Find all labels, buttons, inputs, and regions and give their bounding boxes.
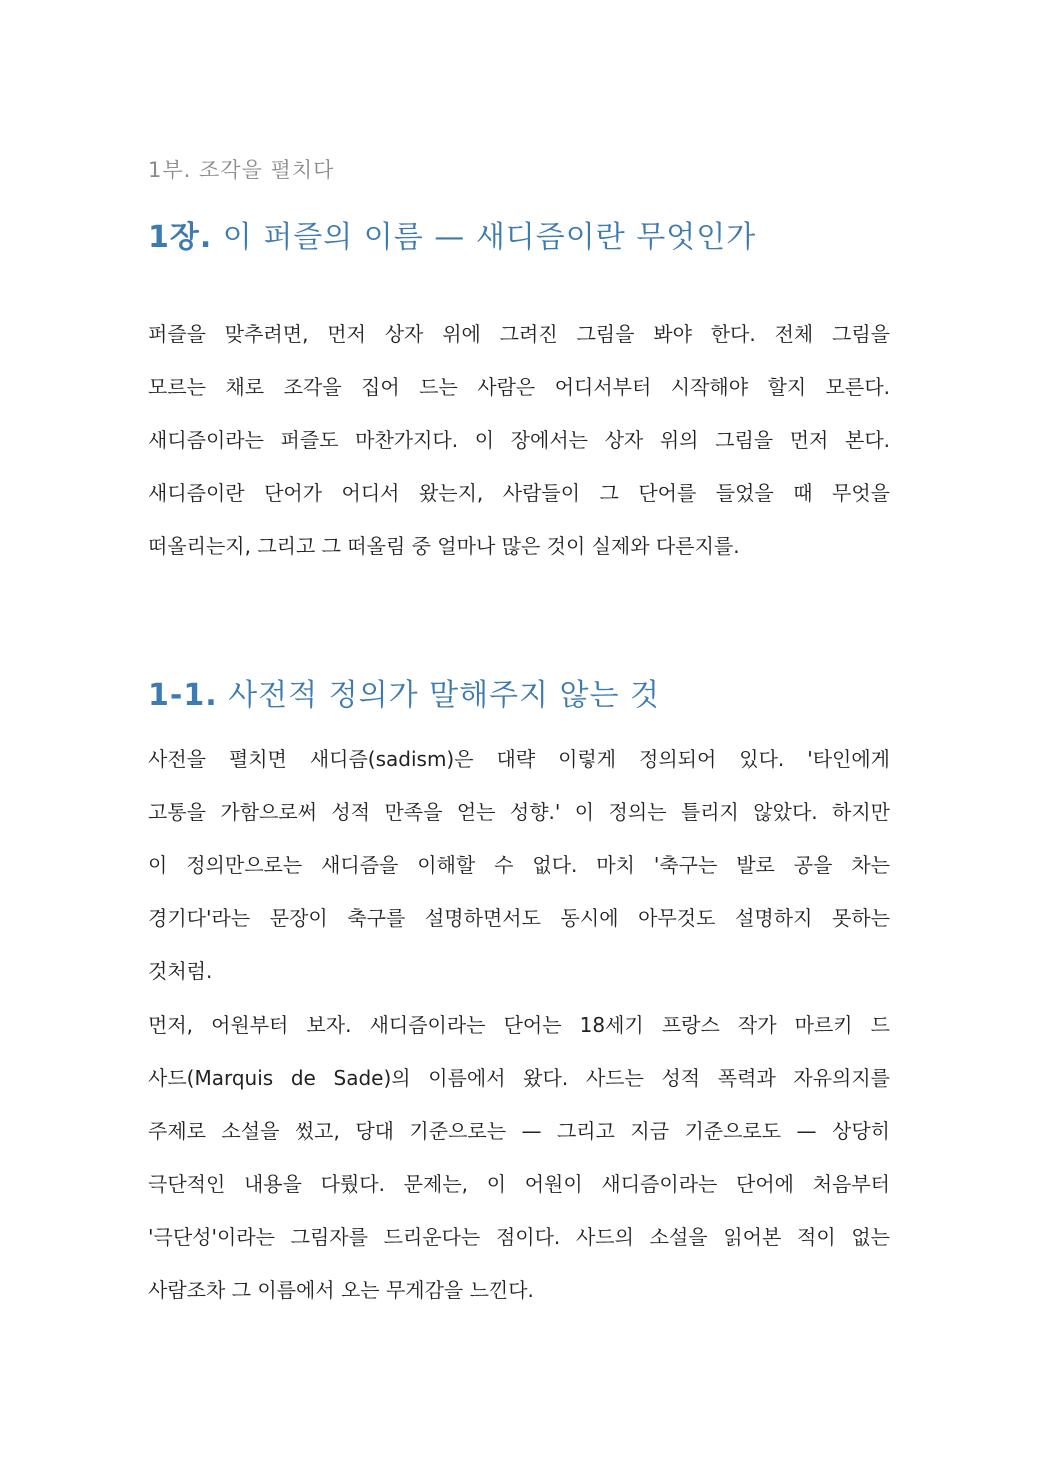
chapter-title: 이 퍼즐의 이름 — 새디즘이란 무엇인가: [212, 220, 757, 255]
chapter-heading: [148, 212, 756, 256]
paragraph-line: 떠올리는지, 그리고 그 떠올림 중 얼마나 많은 것이 실제와 다른지를.: [148, 534, 740, 558]
paragraph-line: 고통을 가함으로써 성적 만족을 얻는 성향.' 이 정의는 틀리지 않았다. 하지만: [148, 800, 890, 824]
paragraph-line: 모르는 채로 조각을 집어 드는 사람은 어디서부터 시작해야 할지 모른다.: [148, 375, 890, 399]
chapter-number: 1장.: [148, 220, 213, 255]
section-number: 1-1.: [148, 678, 218, 713]
paragraph-line: 사전을 펼치면 새디즘(sadism)은 대략 이렇게 정의되어 있다. '타인에게: [148, 747, 890, 771]
paragraph-line: 이 정의만으로는 새디즘을 이해할 수 없다. 마치 '축구는 발로 공을 차는: [148, 853, 890, 877]
paragraph-line: 극단적인 내용을 다뤘다. 문제는, 이 어원이 새디즘이라는 단어에 처음부터: [148, 1172, 890, 1196]
paragraph-line: 주제로 소설을 썼고, 당대 기준으로는 — 그리고 지금 기준으로도 — 상당히: [148, 1119, 890, 1143]
section-heading: [148, 670, 660, 714]
section-paragraph-2: [148, 1011, 890, 1329]
paragraph-line: 새디즘이라는 퍼즐도 마찬가지다. 이 장에서는 상자 위의 그림을 먼저 본다.: [148, 428, 890, 452]
paragraph-line: 새디즘이란 단어가 어디서 왔는지, 사람들이 그 단어를 들었을 때 무엇을: [148, 481, 890, 505]
paragraph-line: 먼저, 어원부터 보자. 새디즘이라는 단어는 18세기 프랑스 작가 마르키 드: [148, 1013, 890, 1037]
paragraph-line: 것처럼.: [148, 959, 213, 983]
section-paragraph-1: [148, 745, 890, 1010]
paragraph-line: '극단성'이라는 그림자를 드리운다는 점이다. 사드의 소설을 읽어본 적이 없는: [148, 1225, 890, 1249]
paragraph-line: 사람조차 그 이름에서 오는 무게감을 느낀다.: [148, 1278, 534, 1302]
section-title: 사전적 정의가 말해주지 않는 것: [217, 678, 661, 713]
paragraph-line: 경기다'라는 문장이 축구를 설명하면서도 동시에 아무것도 설명하지 못하는: [148, 906, 890, 930]
paragraph-line: 사드(Marquis de Sade)의 이름에서 왔다. 사드는 성적 폭력과 자유의지를: [148, 1066, 890, 1090]
intro-paragraph: [148, 320, 890, 585]
paragraph-line: 퍼즐을 맞추려면, 먼저 상자 위에 그려진 그림을 봐야 한다. 전체 그림을: [148, 322, 890, 346]
part-title: 1부. 조각을 펼치다: [148, 158, 335, 182]
